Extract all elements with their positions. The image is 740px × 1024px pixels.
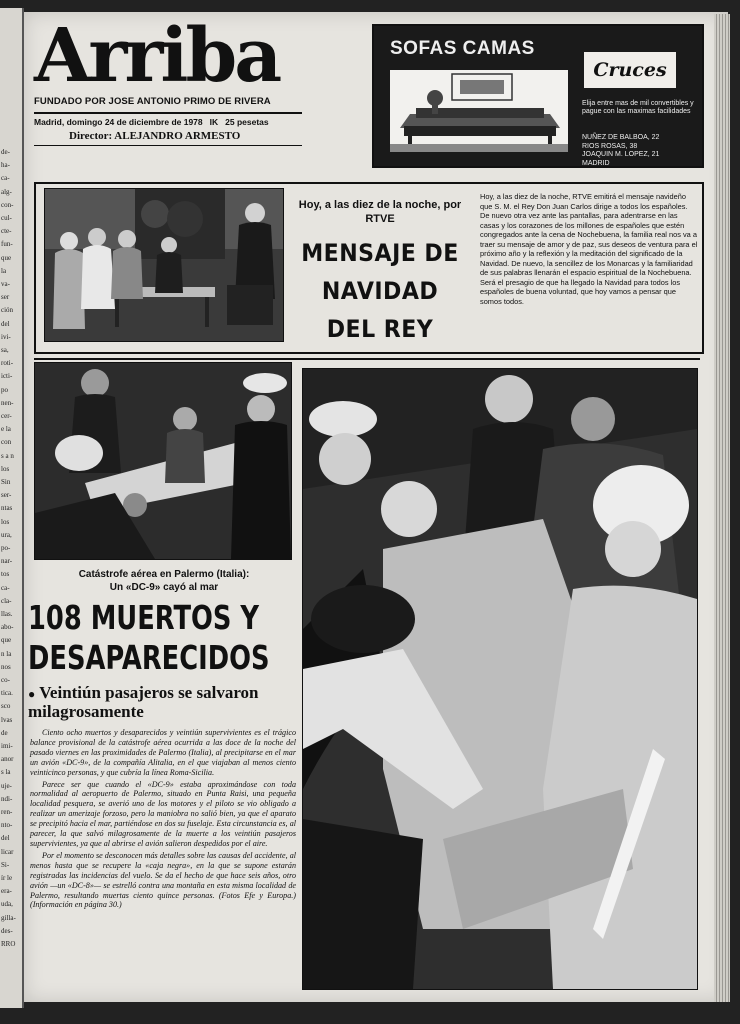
- previous-page-text-fragment: que: [1, 253, 12, 262]
- rey-headline-line: DEL REY: [326, 315, 434, 343]
- rey-body-text: Hoy, a las diez de la noche, RTVE emitirá el mensaje navideño que S. M. el Rey Don Juan Carlos dirige a todos los españoles. De nuevo otra vez ante las pantallas, para adentrarse en las casas y los corazones de los millones de españoles que estén congregados ante la cena de Nochebuena, la familia real nos va a traer su mensaje de amor y de paz, sus deseos de ventura para el próximo año y la reflexión y la meditación del significado de la Navidad. De nuevo, la sencillez de los Monarcas y la familiaridad de sus palabras llenarán el espacio espiritual de la Nochebuena. Será el presagio de que ha llegado la Navidad para todos los españoles de buena voluntad, que hoy vamos a pensar que somos todos.: [480, 192, 698, 306]
- previous-page-text-fragment: nto-: [1, 821, 13, 830]
- previous-page-text-fragment: ción: [1, 306, 14, 315]
- previous-page-text-fragment: uda,: [1, 900, 13, 909]
- crash-rescue-photo-small: [34, 362, 292, 560]
- previous-page-text-fragment: la: [1, 266, 7, 275]
- rey-headline-line: MENSAJE DE: [301, 239, 459, 267]
- rey-headline-line: NAVIDAD: [321, 277, 439, 305]
- previous-page-text-fragment: ser-: [1, 491, 12, 500]
- crash-kicker-line: Un «DC-9» cayó al mar: [109, 582, 219, 593]
- previous-page-text-fragment: RRO: [1, 940, 16, 948]
- previous-page-text-fragment: ntas: [1, 504, 13, 513]
- crash-kicker: [34, 568, 294, 594]
- previous-page-text-fragment: cla-: [1, 596, 12, 605]
- price-text: 25 pesetas: [225, 117, 269, 127]
- previous-page-text-fragment: ca-: [1, 174, 10, 183]
- previous-page-text-fragment: cte-: [1, 227, 12, 236]
- previous-page-text-fragment: ír le: [1, 874, 13, 882]
- issue-mark: IK: [209, 117, 219, 127]
- previous-page-text-fragment: del: [1, 834, 10, 843]
- ad-address: NUÑEZ DE BALBOA, 22: [582, 134, 660, 141]
- dateline: [34, 117, 302, 127]
- royal-family-photo: [44, 188, 284, 342]
- previous-page-text-fragment: cul-: [1, 214, 12, 222]
- director-line: Director: ALEJANDRO ARMESTO: [69, 130, 241, 142]
- rey-kicker: Hoy, a las diez de la noche, por RTVE: [298, 199, 462, 225]
- previous-page-text-fragment: po: [1, 385, 8, 394]
- previous-page-text-fragment: alg-: [1, 187, 12, 196]
- previous-page-text-fragment: llas.: [1, 610, 13, 618]
- ad-addresses: [582, 134, 700, 168]
- article-paragraph: Ciento ocho muertos y desaparecidos y veintiún supervivientes es el trágico balance provisional de la catástrofe aérea ocurrida a las doce de la noche del pasado viernes en las proximidades de Palermo (Italia), al precipitarse en el mar un avión «DC-9», de la compañía Alitalia, en el que viajaban al menos ciento veinticinco personas, y que cubría la línea Roma-Sicilia.: [30, 728, 296, 777]
- previous-page-text-fragment: fun-: [1, 240, 13, 249]
- previous-page-text-fragment: e la: [1, 425, 11, 434]
- previous-page-text-fragment: de: [1, 728, 8, 737]
- ad-address: JOAQUIN M. LOPEZ, 21: [582, 151, 660, 158]
- previous-page-text-fragment: va-: [1, 280, 10, 288]
- crash-subheadline: [28, 684, 298, 721]
- masthead-rule-bottom: [34, 145, 302, 146]
- previous-page-text-fragment: ndi-: [1, 794, 13, 803]
- bullet-icon: ●: [28, 687, 36, 701]
- section-divider: [34, 358, 700, 360]
- crash-subhead-text: Veintiún pasajeros se salvaron milagrosamente: [28, 683, 259, 721]
- previous-page-text-fragment: con: [1, 438, 12, 447]
- sofa-photo: [390, 70, 568, 152]
- previous-page-text-fragment: n la: [1, 649, 12, 658]
- masthead-rule: [34, 112, 302, 114]
- previous-page-text-fragment: uje-: [1, 781, 12, 790]
- sofa-advertisement: [372, 24, 704, 168]
- previous-page-text-fragment: ren-: [1, 808, 13, 816]
- newspaper-page: [24, 12, 728, 1002]
- previous-page-text-fragment: tos: [1, 570, 10, 579]
- crash-rescue-image-large: [303, 369, 697, 989]
- crash-kicker-line: Catástrofe aérea en Palermo (Italia):: [78, 569, 250, 580]
- previous-page-text-fragment: era-: [1, 887, 12, 896]
- previous-page-text-fragment: de-: [1, 148, 10, 156]
- rey-headline: [299, 234, 461, 348]
- previous-page-text-fragment: lvas: [1, 715, 13, 724]
- crash-rescue-image-small: [35, 363, 291, 559]
- previous-page-text-fragment: sco: [1, 702, 11, 711]
- previous-page-edge: [0, 8, 24, 1008]
- previous-page-text-fragment: icti-: [1, 372, 13, 381]
- article-paragraph: Por el momento se desconocen más detalles sobre las causas del accidente, al menos hasta que se recupere la «caja negra», en la que se supone estarán registradas las incidencias del vuelo. Se da el hecho de que hace seis años, otro avión —un «DC-8»— se estrelló contra una montaña en esta misma localidad de Palermo, resultando muertas ciento quince personas. (Fotos Efe y Europa.) (Información en página 30.): [30, 850, 296, 910]
- ad-address: RIOS ROSAS, 38: [582, 142, 638, 150]
- previous-page-text-fragment: sa,: [1, 346, 9, 354]
- previous-page-text-fragment: ser: [1, 293, 10, 302]
- previous-page-text-fragment: con-: [1, 200, 14, 209]
- previous-page-text-fragment: los: [1, 517, 10, 526]
- previous-page-text-fragment: nar-: [1, 557, 13, 566]
- christmas-message-box: [34, 182, 704, 354]
- date-text: Madrid, domingo 24 de diciembre de 1978: [34, 117, 203, 127]
- previous-page-text-fragment: anor: [1, 755, 14, 764]
- previous-page-text-fragment: del: [1, 319, 10, 328]
- crash-headline-line: DESAPARECIDOS: [28, 638, 270, 677]
- previous-page-text-fragment: cer-: [1, 412, 12, 420]
- ad-headline: SOFAS CAMAS: [390, 38, 535, 59]
- page-stack-edge: [714, 14, 730, 1002]
- previous-page-text-fragment: po-: [1, 544, 11, 552]
- previous-page-text-fragment: licar: [1, 847, 14, 856]
- previous-page-text-fragment: abo-: [1, 623, 14, 632]
- previous-page-text-fragment: ura,: [1, 530, 12, 539]
- previous-page-text-fragment: s la: [1, 768, 11, 777]
- previous-page-text-fragment: Si-: [1, 860, 10, 869]
- article-paragraph: Parece ser que cuando el «DC-9» estaba aproximándose con toda normalidad al aeropuerto de Palermo, situado en Punta Raisi, una pequeña localidad pesquera, se averió uno de los motores y el piloto se vio obligado a realizar un amerizaje forzoso, pero la maniobra no salió bien, ya que el aparato se precipitó hacia el mar, partiéndose en dos su fuselaje. Esta circunstancia es, al parecer, la que salvó milagrosamente de la muerte a los veintiún pasajeros supervivientes, ya que al abrirse el avión salieron despedidos por el aire.: [30, 779, 296, 848]
- founded-line: FUNDADO POR JOSE ANTONIO PRIMO DE RIVERA: [34, 96, 271, 107]
- previous-page-text-fragment: que: [1, 636, 12, 645]
- ad-tagline: Elija entre mas de mil convertibles y pague con las maximas facilidades: [582, 100, 694, 115]
- masthead: [34, 14, 302, 164]
- crash-headline: [28, 598, 297, 678]
- previous-page-text-fragment: Sin: [1, 478, 11, 486]
- previous-page-text-fragment: des-: [1, 926, 13, 935]
- newspaper-title: Arriba: [34, 13, 280, 99]
- crash-rescue-photo-large: [302, 368, 698, 990]
- crash-article-body: [30, 728, 296, 912]
- previous-page-text-fragment: los: [1, 464, 10, 473]
- previous-page-text-fragment: s a n: [1, 451, 14, 460]
- ad-brand-logo: Cruces: [584, 52, 676, 88]
- sofa-illustration: [390, 70, 568, 152]
- previous-page-text-fragment: gilla-: [1, 913, 16, 922]
- previous-page-text-fragment: roti-: [1, 359, 14, 368]
- ad-address: MADRID: [582, 159, 610, 167]
- previous-page-text-fragment: ha-: [1, 161, 10, 170]
- royal-family-image: [45, 189, 283, 341]
- previous-page-text-fragment: nos: [1, 662, 11, 671]
- previous-page-text-fragment: ca-: [1, 583, 10, 592]
- previous-page-text-fragment: imi-: [1, 742, 13, 750]
- previous-page-text-fragment: ivi-: [1, 332, 11, 341]
- crash-headline-line: 108 MUERTOS Y: [28, 598, 260, 637]
- previous-page-text-fragment: tica.: [1, 689, 13, 698]
- previous-page-text-fragment: nen-: [1, 398, 14, 407]
- previous-page-text-fragment: co-: [1, 676, 10, 684]
